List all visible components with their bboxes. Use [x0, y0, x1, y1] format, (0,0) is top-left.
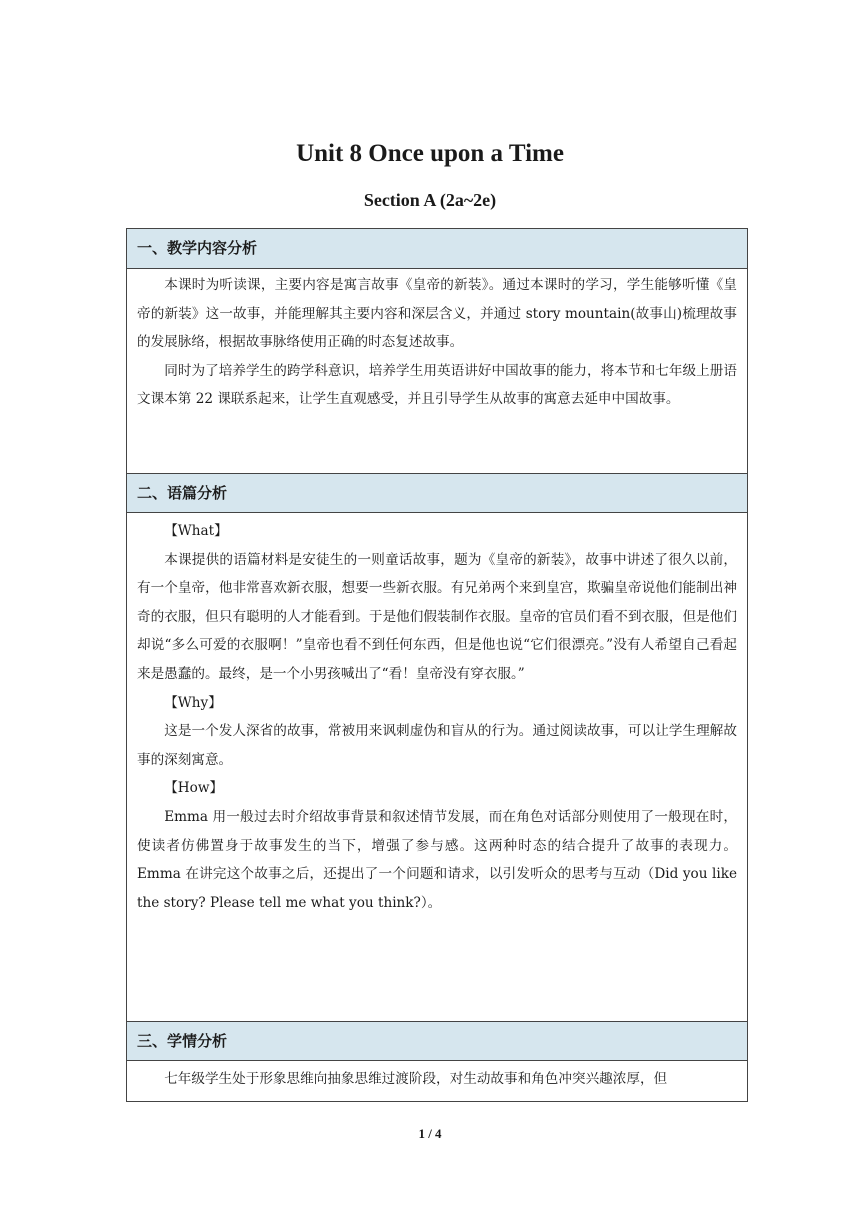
paragraph: 这是一个发人深省的故事，常被用来讽刺虚伪和盲从的行为。通过阅读故事，可以让学生理解故事的深刻寓意。	[137, 723, 737, 768]
paragraph: Emma 用一般过去时介绍故事背景和叙述情节发展，而在角色对话部分则使用了一般现在时，使读者仿佛置身于故事发生的当下，增强了参与感。这两种时态的结合提升了故事的表现力。Emma 在讲完这个故事之后，还提出了一个问题和请求，以引发听众的思考与互动（Did you like the story? Please tell me what you think?）。	[137, 808, 737, 911]
section-body-learner-analysis	[127, 1065, 747, 1094]
document-title: Unit 8 Once upon a Time	[296, 140, 564, 167]
paragraph: 七年级学生处于形象思维向抽象思维过渡阶段，对生动故事和角色冲突兴趣浓厚，但	[164, 1071, 668, 1087]
section-body-content-analysis	[127, 271, 747, 414]
paragraph: 本课提供的语篇材料是安徒生的一则童话故事，题为《皇帝的新装》，故事中讲述了很久以前，有一个皇帝，他非常喜欢新衣服，想要一些新衣服。有兄弟两个来到皇宫，欺骗皇帝说他们能制出神奇的衣服，但只有聪明的人才能看到。于是他们假装制作衣服。皇帝的官员们看不到衣服，但是他们却说“多么可爱的衣服啊！”皇帝也看不到任何东西，但是他也说“它们很漂亮。”没有人希望自己看起来是愚蠢的。最终，是一个小男孩喊出了“看！皇帝没有穿衣服。”	[137, 551, 737, 682]
lesson-plan-table	[126, 228, 748, 1102]
paragraph: 本课时为听读课，主要内容是寓言故事《皇帝的新装》。通过本课时的学习，学生能够听懂《皇帝的新装》这一故事，并能理解其主要内容和深层含义，并通过 story mountain(故事山)梳理故事的发展脉络，根据故事脉络使用正确的时态复述故事。	[137, 277, 737, 351]
paragraph: 同时为了培养学生的跨学科意识，培养学生用英语讲好中国故事的能力，将本节和七年级上册语文课本第 22 课联系起来，让学生直观感受，并且引导学生从故事的寓意去延申中国故事。	[137, 362, 737, 408]
section-body-text-analysis	[127, 517, 747, 917]
section-heading-learner-analysis: 三、学情分析	[127, 1021, 747, 1061]
subheading-what: 【What】	[164, 523, 228, 539]
section-heading-text-analysis: 二、语篇分析	[127, 473, 747, 513]
subheading-why: 【Why】	[164, 694, 222, 711]
page-number: 1 / 4	[418, 1126, 442, 1141]
section-heading-content-analysis: 一、教学内容分析	[127, 229, 747, 269]
subheading-how: 【How】	[164, 780, 224, 797]
document-subtitle: Section A (2a~2e)	[363, 190, 497, 210]
